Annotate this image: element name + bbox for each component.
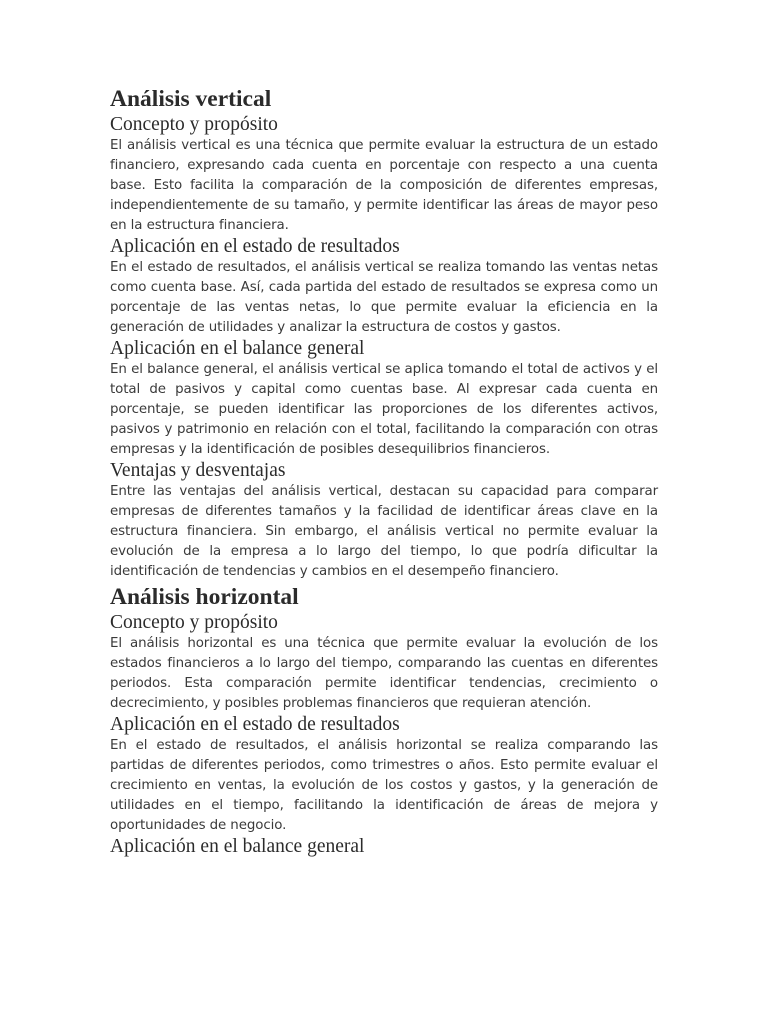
document-page <box>110 84 658 858</box>
paragraph-vertical-concept: El análisis vertical es una técnica que permite evaluar la estructura de un estado financiero, expresando cada cuenta en porcentaje con respecto a una cuenta base. Esto facilita la comparación de la composición de diferentes empresas, independientemente de su tamaño, y permite identificar las áreas de mayor peso en la estructura financiera. <box>110 138 658 233</box>
subsection-heading-vertical-balance: Aplicación en el balance general <box>110 338 365 359</box>
paragraph-vertical-pros-cons: Entre las ventajas del análisis vertical, destacan su capacidad para comparar empresas de diferentes tamaños y la facilidad de identificar áreas clave en la estructura financiera. Sin embargo, el análisis vertical no permite evaluar la evolución de la empresa a lo largo del tiempo, lo que podría dificultar la identificación de tendencias y cambios en el desempeño financiero. <box>110 484 658 579</box>
subsection-heading-vertical-concept: Concepto y propósito <box>110 114 278 135</box>
paragraph-horizontal-concept: El análisis horizontal es una técnica que permite evaluar la evolución de los estados financieros a lo largo del tiempo, comparando las cuentas en diferentes periodos. Esta comparación permite identificar tendencias, crecimiento o decrecimiento, y posibles problemas financieros que requieran atención. <box>110 636 658 711</box>
subsection-heading-horizontal-income: Aplicación en el estado de resultados <box>110 714 400 735</box>
subsection-heading-vertical-income: Aplicación en el estado de resultados <box>110 236 400 257</box>
section-title-horizontal: Análisis horizontal <box>110 584 299 610</box>
section-title-vertical: Análisis vertical <box>110 86 272 112</box>
paragraph-vertical-income: En el estado de resultados, el análisis vertical se realiza tomando las ventas netas como cuenta base. Así, cada partida del estado de resultados se expresa como un porcentaje de las ventas netas, lo que permite evaluar la eficiencia en la generación de utilidades y analizar la estructura de costos y gastos. <box>110 260 658 335</box>
subsection-heading-horizontal-concept: Concepto y propósito <box>110 612 278 633</box>
subsection-heading-vertical-pros-cons: Ventajas y desventajas <box>110 460 286 481</box>
subsection-heading-horizontal-balance: Aplicación en el balance general <box>110 836 365 857</box>
paragraph-vertical-balance: En el balance general, el análisis vertical se aplica tomando el total de activos y el total de pasivos y capital como cuentas base. Al expresar cada cuenta en porcentaje, se pueden identificar las proporciones de los diferentes activos, pasivos y patrimonio en relación con el total, facilitando la comparación con otras empresas y la identificación de posibles desequilibrios financieros. <box>110 362 658 457</box>
paragraph-horizontal-income: En el estado de resultados, el análisis horizontal se realiza comparando las partidas de diferentes periodos, como trimestres o años. Esto permite evaluar el crecimiento en ventas, la evolución de los costos y gastos, y la generación de utilidades en el tiempo, facilitando la identificación de áreas de mejora y oportunidades de negocio. <box>110 738 658 833</box>
